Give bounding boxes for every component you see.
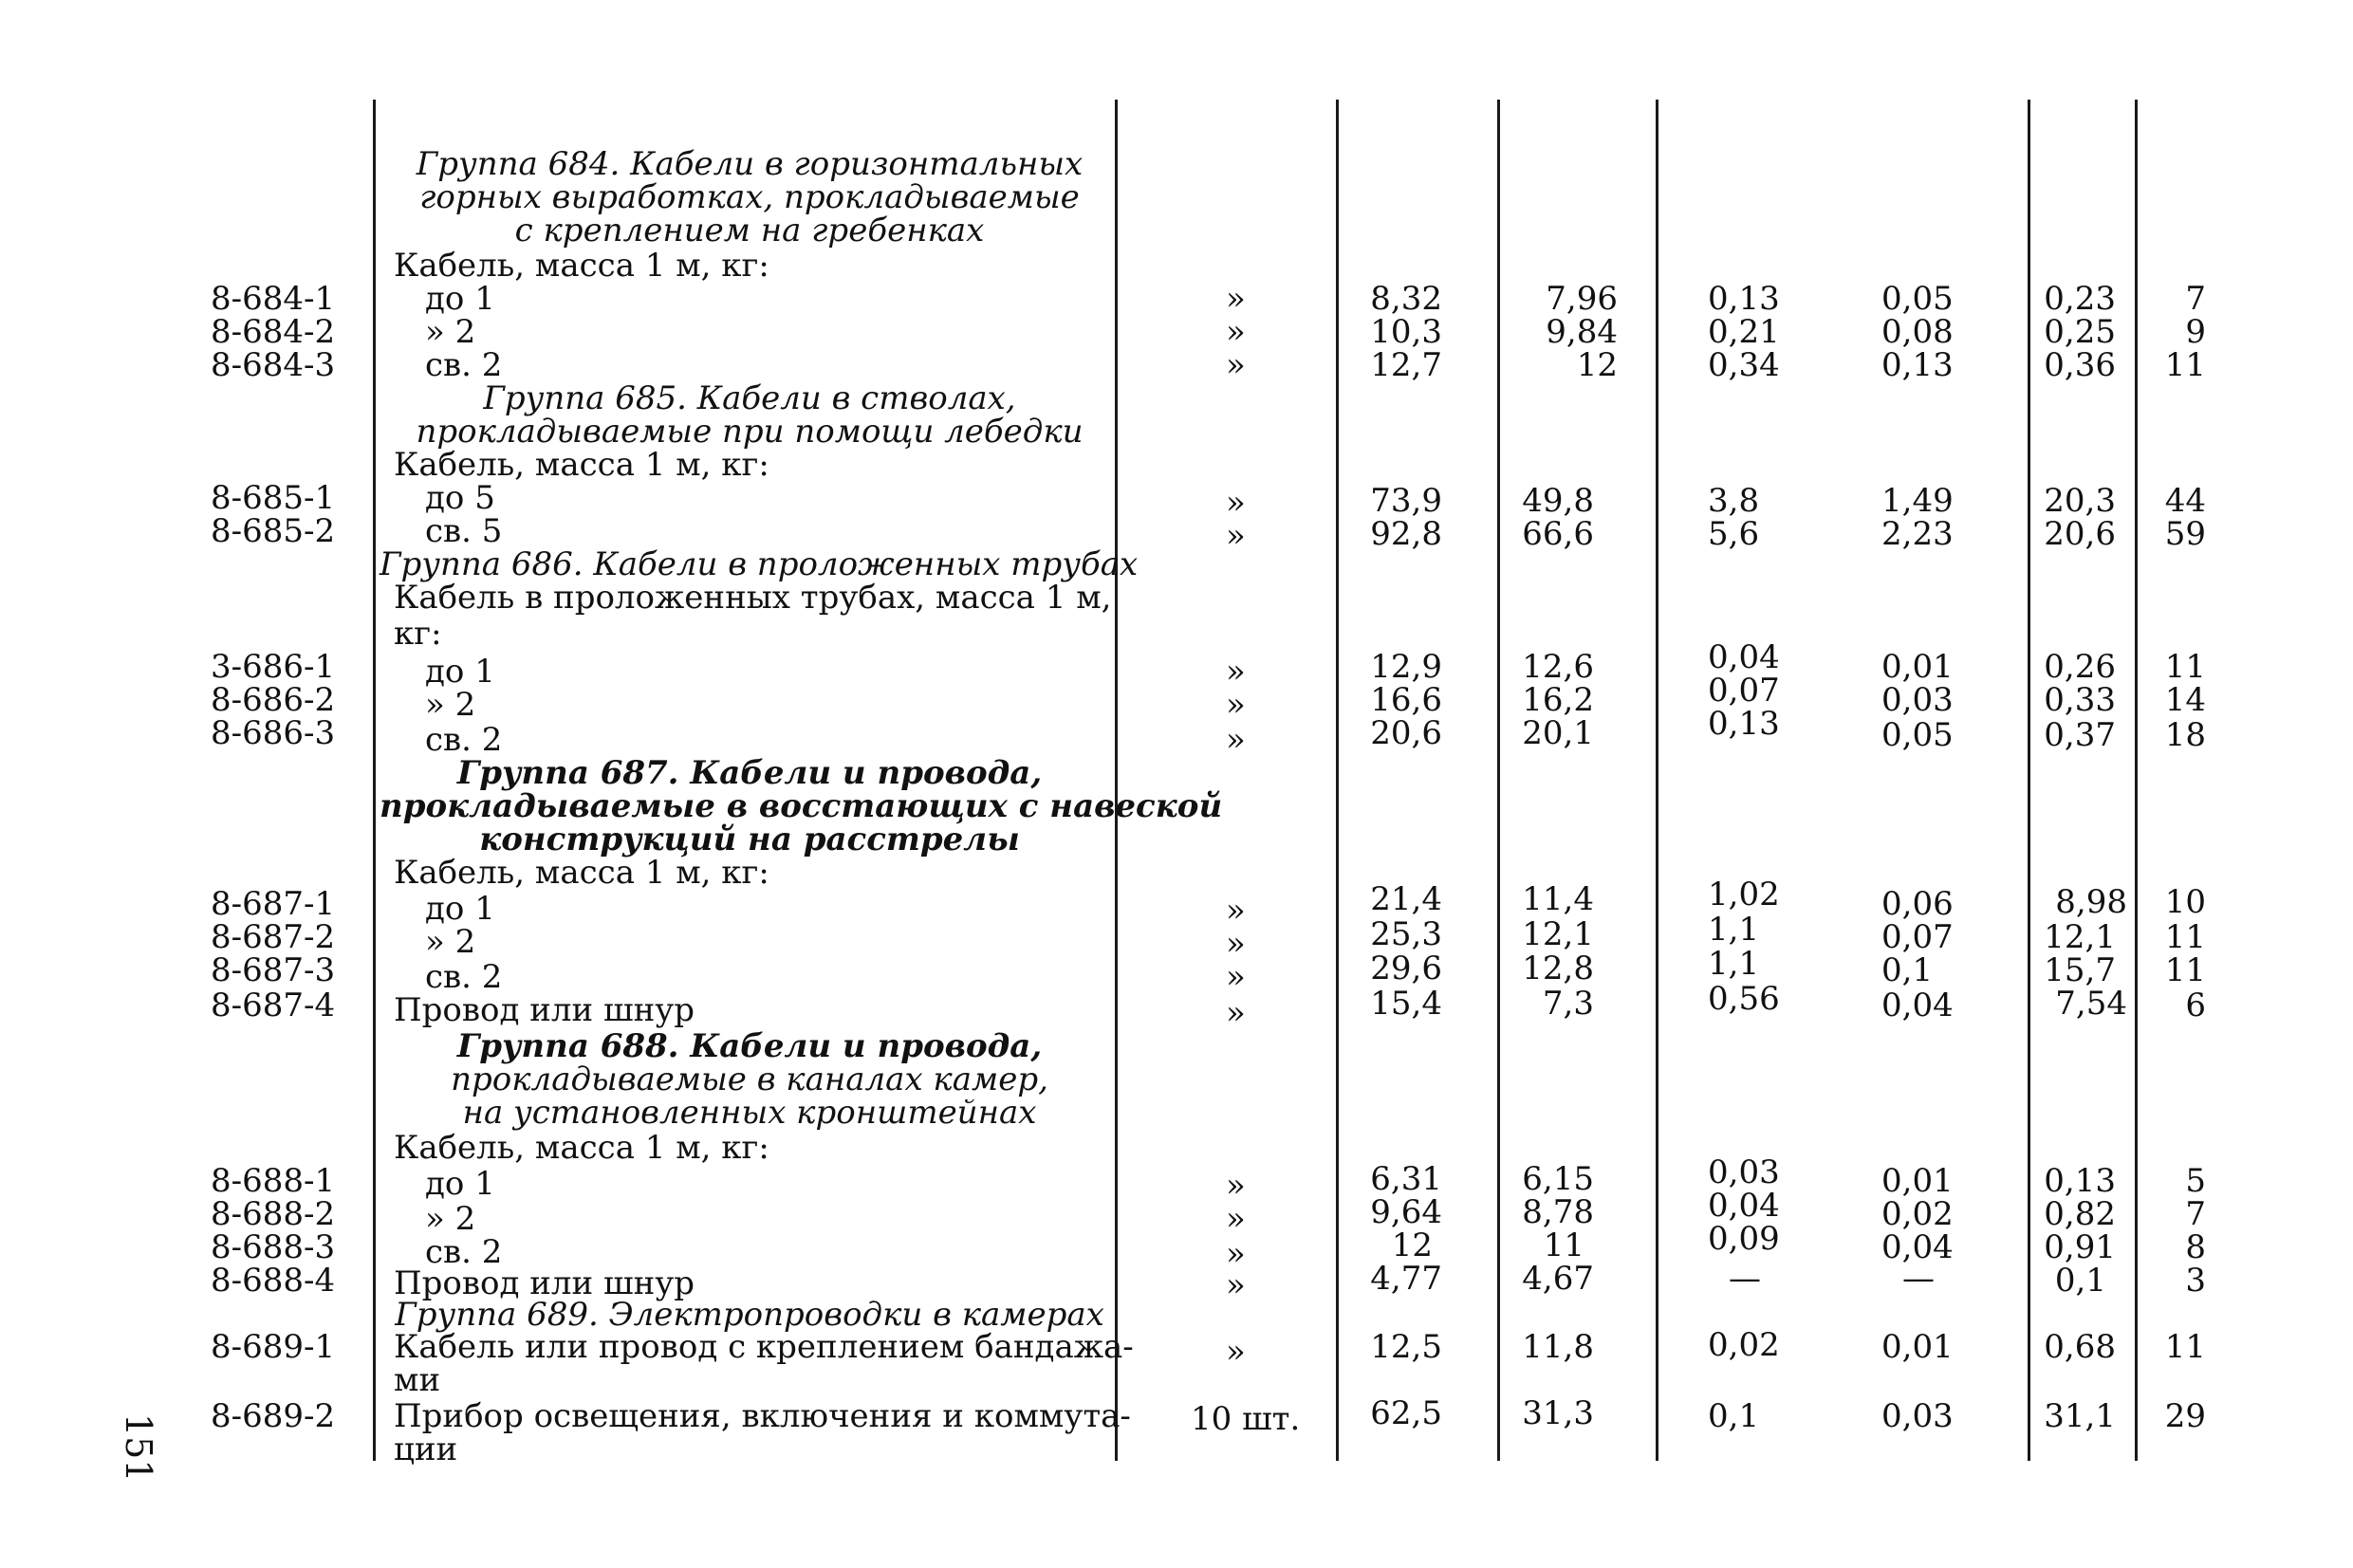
row-code: 8-684-1 [211, 280, 336, 318]
cell-c6: 3 [2185, 1262, 2206, 1300]
page-number: 151 [118, 1413, 159, 1483]
cell-c1: 21,4 [1370, 880, 1442, 918]
row-code: 8-688-4 [211, 1262, 336, 1300]
cell-c1: 12 [1391, 1227, 1433, 1264]
row-unit: » [1226, 653, 1246, 691]
group-heading: горных выработках, прокладываемые [419, 178, 1080, 216]
row-unit: » [1226, 892, 1246, 930]
cell-c4: 1,49 [1881, 482, 1954, 520]
cell-c5: 0,13 [2044, 1162, 2116, 1200]
cell-c2: 9,84 [1546, 313, 1618, 351]
cell-c1: 25,3 [1370, 915, 1442, 953]
group-heading: Группа 684. Кабели в горизонтальных [416, 145, 1084, 183]
cell-c2: 8,78 [1522, 1193, 1594, 1231]
cell-c5: 0,68 [2044, 1328, 2116, 1366]
row-code: 8-687-2 [211, 918, 336, 956]
row-unit: » [1226, 517, 1246, 555]
group-heading: Группа 687. Кабели и провода, [456, 754, 1043, 792]
cell-c1: 15,4 [1370, 985, 1442, 1023]
row-desc: » 2 [425, 923, 476, 961]
cell-c6: 7 [2185, 1195, 2206, 1233]
cell-c5: 8,98 [2055, 883, 2127, 921]
cell-c3: 0,1 [1708, 1397, 1760, 1435]
cell-c6: 9 [2185, 313, 2206, 351]
row-unit: » [1226, 721, 1246, 759]
cell-c6: 11 [2164, 951, 2206, 989]
cell-c6: 8 [2185, 1228, 2206, 1266]
cell-c3: 0,02 [1708, 1326, 1780, 1364]
cell-c4: 0,06 [1881, 885, 1954, 923]
row-unit: » [1226, 1235, 1246, 1273]
cell-c4: 0,07 [1881, 918, 1954, 956]
group-heading: Группа 685. Кабели в стволах, [483, 379, 1016, 417]
cell-c4: 0,03 [1881, 681, 1954, 719]
row-desc: до 1 [425, 890, 495, 928]
cell-c2: 12 [1576, 346, 1618, 384]
cell-c2: 11 [1543, 1227, 1584, 1264]
group-heading: прокладываемые в каналах камер, [451, 1061, 1048, 1098]
cell-c4: 2,23 [1881, 515, 1954, 553]
row-desc: ции [394, 1430, 458, 1468]
cell-c5: 0,33 [2044, 681, 2116, 719]
cell-c2: 49,8 [1522, 482, 1594, 520]
cell-c6: 5 [2185, 1162, 2206, 1200]
row-code: 8-684-2 [211, 313, 336, 351]
row-unit: » [1226, 994, 1246, 1032]
row-code: 8-687-4 [211, 987, 336, 1024]
group-intro: Кабель, масса 1 м, кг: [394, 854, 769, 892]
cell-c3: 1,1 [1708, 945, 1760, 983]
row-desc: св. 2 [425, 346, 503, 384]
cell-c4: 0,04 [1881, 987, 1954, 1024]
cell-c4: 0,03 [1881, 1397, 1954, 1435]
row-code: 3-686-1 [211, 648, 336, 686]
cell-c1: 62,5 [1370, 1394, 1442, 1432]
cell-c2: 7,96 [1546, 280, 1618, 318]
cell-c5: 20,3 [2044, 482, 2116, 520]
row-desc: до 1 [425, 1165, 495, 1203]
cell-c6: 11 [2164, 1328, 2206, 1366]
cell-c4: 0,01 [1881, 1328, 1954, 1366]
cell-c1: 73,9 [1370, 482, 1442, 520]
cell-c6: 11 [2164, 648, 2206, 686]
cell-c6: 14 [2164, 681, 2206, 719]
row-unit: » [1226, 1167, 1246, 1205]
cell-c2: 12,1 [1522, 915, 1594, 953]
cell-c6: 59 [2164, 515, 2206, 553]
cell-c2: 6,15 [1522, 1160, 1594, 1198]
group-intro: Кабель, масса 1 м, кг: [394, 446, 769, 484]
cell-c3: 0,04 [1708, 1187, 1780, 1225]
group-intro: кг: [394, 615, 442, 653]
group-heading: Группа 688. Кабели и провода, [456, 1027, 1043, 1065]
group-heading: с креплением на гребенках [514, 212, 985, 249]
cell-c5: 0,1 [2054, 1262, 2106, 1300]
cell-c3: 1,02 [1708, 876, 1780, 913]
cell-c3: 0,09 [1708, 1220, 1780, 1258]
cell-c1: 20,6 [1370, 714, 1442, 752]
row-desc: Провод или шнур [394, 1264, 695, 1302]
row-unit: » [1226, 280, 1246, 318]
cell-c2: 31,3 [1522, 1394, 1594, 1432]
cell-c3: 0,56 [1708, 980, 1780, 1018]
cell-c1: 4,77 [1370, 1260, 1442, 1298]
row-unit: 10 шт. [1191, 1400, 1301, 1438]
cell-c4: 0,01 [1881, 1162, 1954, 1200]
cell-c2: 16,2 [1522, 681, 1594, 719]
row-desc: Провод или шнур [394, 991, 695, 1029]
cell-c5: 0,25 [2044, 313, 2116, 351]
cell-c3: 0,21 [1708, 313, 1780, 351]
cell-c1: 10,3 [1370, 313, 1442, 351]
row-code: 8-685-1 [211, 479, 336, 517]
row-desc: » 2 [425, 313, 476, 351]
group-heading: конструкций на расстрелы [479, 821, 1020, 858]
cell-c3: — [1729, 1260, 1761, 1298]
group-heading: на установленных кронштейнах [462, 1094, 1037, 1132]
cell-c6: 6 [2185, 987, 2206, 1024]
cell-c5: 0,36 [2044, 346, 2116, 384]
cell-c4: 0,05 [1881, 716, 1954, 754]
row-desc: св. 2 [425, 1233, 503, 1271]
cell-c3: 0,03 [1708, 1153, 1780, 1191]
cell-c4: 0,01 [1881, 648, 1954, 686]
cell-c1: 9,64 [1370, 1193, 1442, 1231]
group-intro: Кабель, масса 1 м, кг: [394, 247, 769, 285]
cell-c6: 18 [2164, 716, 2206, 754]
cell-c1: 12,9 [1370, 648, 1442, 686]
column-rule [2135, 100, 2138, 1461]
row-desc: Кабель или провод с креплением бандажа- [394, 1328, 1134, 1366]
row-code: 8-686-2 [211, 681, 336, 719]
row-desc: св. 2 [425, 958, 503, 996]
cell-c4: 0,04 [1881, 1228, 1954, 1266]
row-desc: Прибор освещения, включения и коммута- [394, 1397, 1131, 1435]
cell-c6: 29 [2164, 1397, 2206, 1435]
cell-c5: 0,91 [2044, 1228, 2116, 1266]
row-unit: » [1226, 1266, 1246, 1304]
row-desc: св. 2 [425, 721, 503, 759]
group-heading: Группа 686. Кабели в проложенных трубах [380, 545, 1139, 583]
cell-c3: 1,1 [1708, 911, 1760, 949]
row-code: 8-688-1 [211, 1162, 336, 1200]
column-rule [373, 100, 376, 1461]
cell-c2: 4,67 [1522, 1260, 1594, 1298]
cell-c6: 11 [2164, 346, 2206, 384]
cell-c3: 0,07 [1708, 672, 1780, 710]
row-code: 8-684-3 [211, 346, 336, 384]
group-heading: Группа 689. Электропроводки в камерах [395, 1296, 1104, 1334]
cell-c4: 0,13 [1881, 346, 1954, 384]
cell-c2: 12,8 [1522, 950, 1594, 987]
cell-c5: 0,37 [2044, 716, 2116, 754]
cell-c1: 6,31 [1370, 1160, 1442, 1198]
row-unit: » [1226, 958, 1246, 996]
row-unit: » [1226, 346, 1246, 384]
row-desc: до 5 [425, 479, 495, 517]
cell-c2: 11,4 [1522, 880, 1594, 918]
group-heading: прокладываемые при помощи лебедки [416, 413, 1084, 451]
cell-c5: 0,82 [2044, 1195, 2116, 1233]
row-unit: » [1226, 1333, 1246, 1371]
cell-c1: 92,8 [1370, 515, 1442, 553]
cell-c2: 11,8 [1522, 1328, 1594, 1366]
row-code: 8-685-2 [211, 512, 336, 550]
group-intro: Кабель в проложенных трубах, масса 1 м, [394, 579, 1112, 617]
row-code: 8-686-3 [211, 714, 336, 752]
row-unit: » [1226, 484, 1246, 522]
cell-c5: 15,7 [2044, 951, 2116, 989]
cell-c5: 7,54 [2055, 985, 2127, 1023]
cell-c4: 0,1 [1881, 951, 1934, 989]
cell-c3: 3,8 [1708, 482, 1760, 520]
row-desc: » 2 [425, 686, 476, 724]
cell-c5: 0,23 [2044, 280, 2116, 318]
cell-c4: 0,08 [1881, 313, 1954, 351]
cell-c5: 20,6 [2044, 515, 2116, 553]
group-intro: Кабель, масса 1 м, кг: [394, 1129, 769, 1167]
group-heading: прокладываемые в восстающих с навеской [380, 787, 1223, 825]
cell-c3: 0,13 [1708, 280, 1780, 318]
cell-c3: 0,34 [1708, 346, 1780, 384]
row-code: 8-689-2 [211, 1397, 336, 1435]
cell-c1: 8,32 [1370, 280, 1442, 318]
row-desc: до 1 [425, 280, 495, 318]
row-desc: » 2 [425, 1200, 476, 1238]
column-rule [1656, 100, 1658, 1461]
cell-c4: 0,02 [1881, 1195, 1954, 1233]
cell-c6: 10 [2164, 883, 2206, 921]
row-unit: » [1226, 313, 1246, 351]
cell-c2: 66,6 [1522, 515, 1594, 553]
row-code: 8-687-3 [211, 951, 336, 989]
row-code: 8-688-2 [211, 1195, 336, 1233]
row-unit: » [1226, 925, 1246, 963]
row-unit: » [1226, 686, 1246, 724]
cell-c6: 7 [2185, 280, 2206, 318]
cell-c1: 12,7 [1370, 346, 1442, 384]
cell-c4: — [1902, 1260, 1935, 1298]
row-code: 8-687-1 [211, 885, 336, 923]
row-code: 8-688-3 [211, 1228, 336, 1266]
cell-c5: 0,26 [2044, 648, 2116, 686]
cell-c2: 12,6 [1522, 648, 1594, 686]
row-unit: » [1226, 1200, 1246, 1238]
cell-c5: 31,1 [2044, 1397, 2116, 1435]
cell-c5: 12,1 [2044, 918, 2116, 956]
cell-c1: 16,6 [1370, 681, 1442, 719]
cell-c4: 0,05 [1881, 280, 1954, 318]
row-desc: св. 5 [425, 512, 503, 550]
cell-c1: 12,5 [1370, 1328, 1442, 1366]
row-desc: ми [394, 1361, 441, 1399]
cell-c6: 11 [2164, 918, 2206, 956]
cell-c2: 20,1 [1522, 714, 1594, 752]
cell-c1: 29,6 [1370, 950, 1442, 987]
cell-c3: 0,13 [1708, 705, 1780, 743]
row-desc: до 1 [425, 653, 495, 691]
cell-c2: 7,3 [1542, 985, 1594, 1023]
cell-c6: 44 [2164, 482, 2206, 520]
cell-c3: 5,6 [1708, 515, 1760, 553]
row-code: 8-689-1 [211, 1328, 336, 1366]
cell-c3: 0,04 [1708, 638, 1780, 676]
